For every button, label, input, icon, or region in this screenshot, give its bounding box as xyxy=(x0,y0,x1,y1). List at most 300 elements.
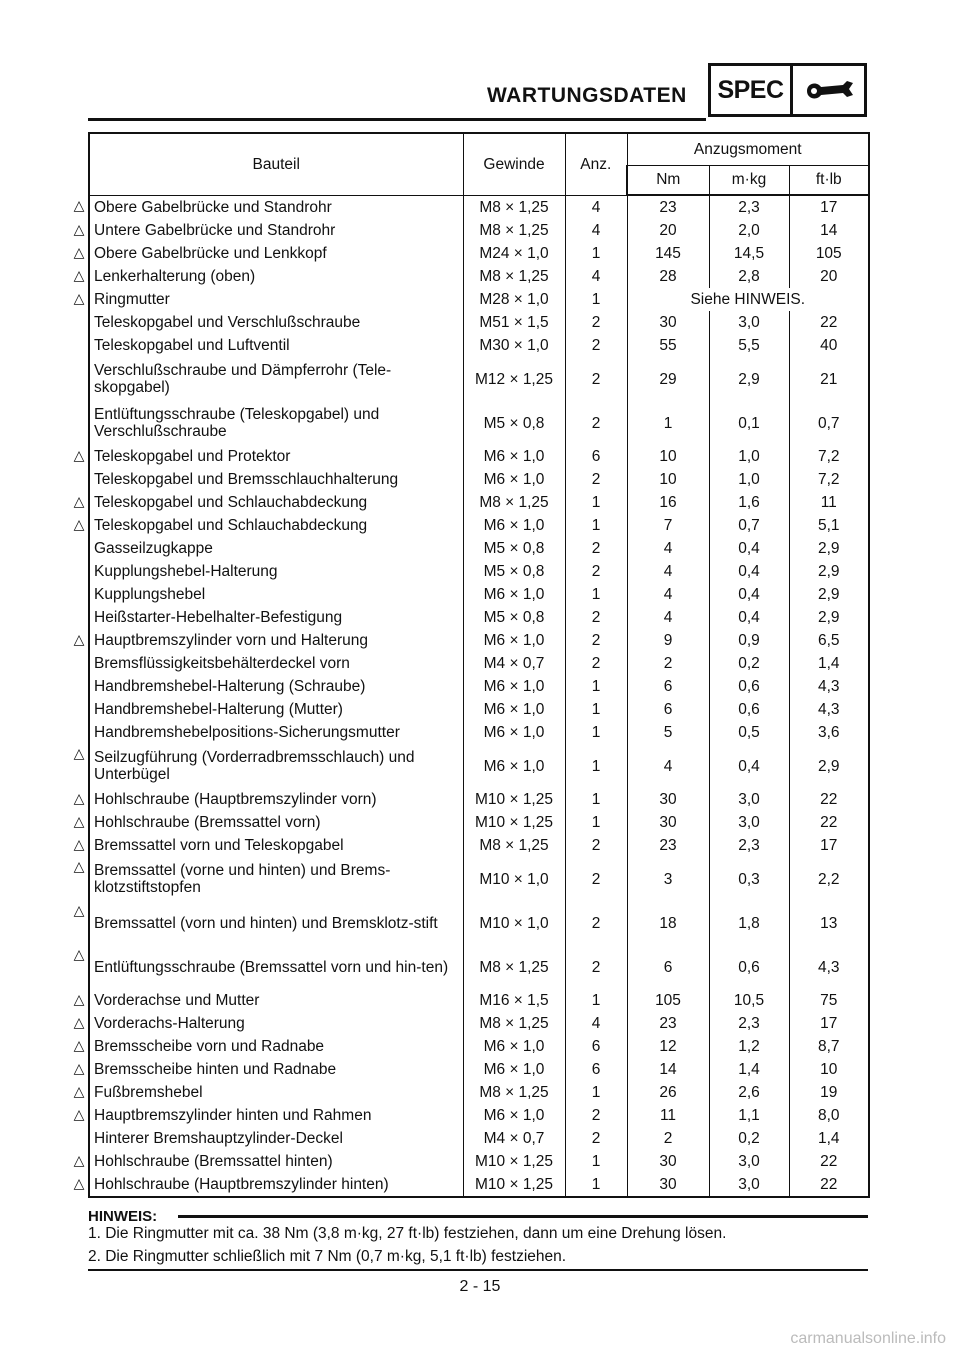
cell-qty: 6 xyxy=(565,1058,627,1081)
cell-ftlb: 22 xyxy=(789,788,869,811)
cell-thread: M28 × 1,0 xyxy=(463,288,565,311)
wrench-icon xyxy=(803,77,855,103)
table-row xyxy=(89,1150,869,1173)
cell-qty: 2 xyxy=(565,901,627,945)
cell-qty: 1 xyxy=(565,1150,627,1173)
cell-nm: 20 xyxy=(627,219,709,242)
table-body xyxy=(89,195,869,1197)
cell-ftlb: 2,9 xyxy=(789,606,869,629)
cell-mkg: 2,3 xyxy=(709,834,789,857)
cell-nm: 10 xyxy=(627,445,709,468)
cell-ftlb: 6,5 xyxy=(789,629,869,652)
cell-ftlb: 8,0 xyxy=(789,1104,869,1127)
triangle-marker-icon: △ xyxy=(73,1083,85,1099)
cell-qty: 2 xyxy=(565,468,627,491)
col-header-torque: Anzugsmoment xyxy=(627,133,869,165)
cell-qty: 2 xyxy=(565,945,627,989)
cell-nm: 11 xyxy=(627,1104,709,1127)
table-row xyxy=(89,834,869,857)
cell-qty: 1 xyxy=(565,1173,627,1197)
cell-thread: M5 × 0,8 xyxy=(463,537,565,560)
cell-thread: M6 × 1,0 xyxy=(463,1104,565,1127)
header-rule xyxy=(88,118,706,121)
triangle-marker-icon: △ xyxy=(73,197,85,213)
col-header-nm: Nm xyxy=(627,165,709,195)
cell-part: Obere Gabelbrücke und Lenkkopf xyxy=(89,242,463,265)
triangle-marker-icon: △ xyxy=(73,745,85,761)
note-item: 1. Die Ringmutter mit ca. 38 Nm (3,8 m·kg, 27 ft·lb) festziehen, dann um eine Drehung lösen. xyxy=(88,1225,727,1242)
cell-ftlb: 7,2 xyxy=(789,468,869,491)
cell-qty: 1 xyxy=(565,989,627,1012)
triangle-marker-icon: △ xyxy=(73,1037,85,1053)
cell-nm: 145 xyxy=(627,242,709,265)
cell-nm: 105 xyxy=(627,989,709,1012)
cell-thread: M30 × 1,0 xyxy=(463,334,565,357)
col-header-thread: Gewinde xyxy=(463,133,565,195)
cell-ftlb: 105 xyxy=(789,242,869,265)
table-row xyxy=(89,857,869,901)
cell-thread: M6 × 1,0 xyxy=(463,698,565,721)
cell-nm: 14 xyxy=(627,1058,709,1081)
cell-part: Verschlußschraube und Dämpferrohr (Tele-skopgabel) xyxy=(89,357,463,401)
triangle-marker-icon: △ xyxy=(73,991,85,1007)
cell-qty: 2 xyxy=(565,334,627,357)
cell-nm: 23 xyxy=(627,834,709,857)
cell-ftlb: 14 xyxy=(789,219,869,242)
cell-ftlb: 8,7 xyxy=(789,1035,869,1058)
table-row xyxy=(89,1127,869,1150)
cell-thread: M8 × 1,25 xyxy=(463,219,565,242)
page-title: WARTUNGSDATEN xyxy=(487,84,687,107)
cell-qty: 2 xyxy=(565,834,627,857)
table-row xyxy=(89,491,869,514)
cell-mkg: 0,6 xyxy=(709,675,789,698)
triangle-marker-icon: △ xyxy=(73,813,85,829)
cell-nm: 4 xyxy=(627,744,709,788)
cell-part: Handbremshebelpositions-Sicherungsmutter xyxy=(89,721,463,744)
table-row xyxy=(89,698,869,721)
cell-qty: 2 xyxy=(565,1104,627,1127)
cell-thread: M10 × 1,0 xyxy=(463,901,565,945)
cell-ftlb: 21 xyxy=(789,357,869,401)
cell-part: Teleskopgabel und Schlauchabdeckung xyxy=(89,491,463,514)
cell-qty: 2 xyxy=(565,857,627,901)
table-row xyxy=(89,219,869,242)
cell-ftlb: 2,9 xyxy=(789,744,869,788)
cell-nm: 4 xyxy=(627,537,709,560)
cell-nm: 23 xyxy=(627,195,709,219)
triangle-marker-icon: △ xyxy=(73,1152,85,1168)
cell-part: Teleskopgabel und Schlauchabdeckung xyxy=(89,514,463,537)
cell-qty: 4 xyxy=(565,219,627,242)
cell-thread: M6 × 1,0 xyxy=(463,1058,565,1081)
col-header-part: Bauteil xyxy=(89,133,463,195)
cell-thread: M8 × 1,25 xyxy=(463,945,565,989)
cell-ftlb: 1,4 xyxy=(789,652,869,675)
cell-qty: 2 xyxy=(565,537,627,560)
cell-nm: 30 xyxy=(627,1150,709,1173)
cell-nm: 5 xyxy=(627,721,709,744)
cell-ftlb: 7,2 xyxy=(789,445,869,468)
triangle-marker-icon: △ xyxy=(73,902,85,918)
triangle-marker-icon: △ xyxy=(73,516,85,532)
cell-qty: 6 xyxy=(565,1035,627,1058)
triangle-marker-icon: △ xyxy=(73,1175,85,1191)
cell-part: Heißstarter-Hebelhalter-Befestigung xyxy=(89,606,463,629)
table-row xyxy=(89,242,869,265)
cell-qty: 1 xyxy=(565,583,627,606)
table-row xyxy=(89,1104,869,1127)
cell-part: Seilzugführung (Vorderradbremsschlauch) und Unterbügel xyxy=(89,744,463,788)
cell-qty: 2 xyxy=(565,311,627,334)
cell-mkg: 0,4 xyxy=(709,583,789,606)
cell-qty: 2 xyxy=(565,357,627,401)
cell-nm: 6 xyxy=(627,945,709,989)
cell-part: Teleskopgabel und Luftventil xyxy=(89,334,463,357)
cell-qty: 2 xyxy=(565,1127,627,1150)
table-row xyxy=(89,629,869,652)
table-row xyxy=(89,537,869,560)
cell-thread: M10 × 1,25 xyxy=(463,1150,565,1173)
cell-thread: M6 × 1,0 xyxy=(463,675,565,698)
cell-part: Hauptbremszylinder vorn und Halterung xyxy=(89,629,463,652)
cell-mkg: 0,2 xyxy=(709,652,789,675)
wrench-icon-box xyxy=(793,63,867,117)
cell-qty: 2 xyxy=(565,629,627,652)
cell-ftlb: 75 xyxy=(789,989,869,1012)
table-row xyxy=(89,401,869,445)
cell-mkg: 0,4 xyxy=(709,560,789,583)
cell-mkg: 3,0 xyxy=(709,788,789,811)
triangle-marker-icon: △ xyxy=(73,1014,85,1030)
table-row xyxy=(89,265,869,288)
cell-thread: M8 × 1,25 xyxy=(463,1081,565,1104)
cell-part: Bremsflüssigkeitsbehälterdeckel vorn xyxy=(89,652,463,675)
table-row xyxy=(89,989,869,1012)
cell-part: Entlüftungsschraube (Teleskopgabel) und Verschlußschraube xyxy=(89,401,463,445)
cell-mkg: 3,0 xyxy=(709,311,789,334)
cell-qty: 1 xyxy=(565,514,627,537)
cell-thread: M8 × 1,25 xyxy=(463,265,565,288)
table-row xyxy=(89,811,869,834)
cell-mkg: 3,0 xyxy=(709,811,789,834)
cell-thread: M16 × 1,5 xyxy=(463,989,565,1012)
table-row xyxy=(89,606,869,629)
cell-mkg: 2,3 xyxy=(709,195,789,219)
cell-mkg: 0,2 xyxy=(709,1127,789,1150)
table-row xyxy=(89,445,869,468)
cell-thread: M24 × 1,0 xyxy=(463,242,565,265)
cell-nm: 7 xyxy=(627,514,709,537)
cell-thread: M5 × 0,8 xyxy=(463,401,565,445)
cell-mkg: 1,2 xyxy=(709,1035,789,1058)
cell-mkg: 0,6 xyxy=(709,945,789,989)
cell-part: Entlüftungsschraube (Bremssattel vorn und hin-ten) xyxy=(89,945,463,989)
cell-nm: 30 xyxy=(627,1173,709,1197)
cell-qty: 4 xyxy=(565,265,627,288)
cell-nm: 30 xyxy=(627,788,709,811)
cell-part: Vorderachs-Halterung xyxy=(89,1012,463,1035)
cell-qty: 2 xyxy=(565,560,627,583)
col-header-ftlb: ft·lb xyxy=(789,165,869,195)
cell-mkg: 2,6 xyxy=(709,1081,789,1104)
cell-nm: 9 xyxy=(627,629,709,652)
cell-part: Handbremshebel-Halterung (Mutter) xyxy=(89,698,463,721)
triangle-marker-icon: △ xyxy=(73,836,85,852)
col-header-qty: Anz. xyxy=(565,133,627,195)
table-row xyxy=(89,652,869,675)
table-row xyxy=(89,788,869,811)
cell-part: Fußbremshebel xyxy=(89,1081,463,1104)
cell-mkg: 5,5 xyxy=(709,334,789,357)
cell-ftlb: 2,9 xyxy=(789,560,869,583)
cell-thread: M12 × 1,25 xyxy=(463,357,565,401)
cell-part: Bremssattel (vorne und hinten) und Brems-klotzstiftstopfen xyxy=(89,857,463,901)
table-row xyxy=(89,334,869,357)
cell-thread: M6 × 1,0 xyxy=(463,445,565,468)
cell-qty: 2 xyxy=(565,401,627,445)
cell-mkg: 1,4 xyxy=(709,1058,789,1081)
cell-note: Siehe HINWEIS. xyxy=(627,288,869,311)
cell-part: Teleskopgabel und Protektor xyxy=(89,445,463,468)
table-row xyxy=(89,675,869,698)
table-row xyxy=(89,514,869,537)
cell-ftlb: 2,9 xyxy=(789,583,869,606)
cell-nm: 6 xyxy=(627,675,709,698)
cell-mkg: 1,0 xyxy=(709,445,789,468)
cell-part: Hohlschraube (Bremssattel hinten) xyxy=(89,1150,463,1173)
cell-mkg: 0,4 xyxy=(709,744,789,788)
triangle-marker-icon: △ xyxy=(73,244,85,260)
cell-ftlb: 1,4 xyxy=(789,1127,869,1150)
cell-part: Untere Gabelbrücke und Standrohr xyxy=(89,219,463,242)
cell-thread: M6 × 1,0 xyxy=(463,629,565,652)
cell-thread: M6 × 1,0 xyxy=(463,514,565,537)
cell-mkg: 3,0 xyxy=(709,1173,789,1197)
table-row xyxy=(89,1081,869,1104)
cell-mkg: 0,5 xyxy=(709,721,789,744)
cell-ftlb: 22 xyxy=(789,1150,869,1173)
cell-thread: M10 × 1,25 xyxy=(463,1173,565,1197)
cell-part: Bremssattel vorn und Teleskopgabel xyxy=(89,834,463,857)
cell-qty: 1 xyxy=(565,491,627,514)
cell-nm: 4 xyxy=(627,606,709,629)
cell-nm: 2 xyxy=(627,1127,709,1150)
cell-nm: 6 xyxy=(627,698,709,721)
triangle-marker-icon: △ xyxy=(73,1060,85,1076)
cell-nm: 4 xyxy=(627,583,709,606)
cell-ftlb: 4,3 xyxy=(789,675,869,698)
cell-nm: 18 xyxy=(627,901,709,945)
cell-mkg: 0,6 xyxy=(709,698,789,721)
cell-ftlb: 20 xyxy=(789,265,869,288)
table-row xyxy=(89,945,869,989)
table-row xyxy=(89,1058,869,1081)
cell-mkg: 1,0 xyxy=(709,468,789,491)
cell-ftlb: 22 xyxy=(789,811,869,834)
cell-nm: 26 xyxy=(627,1081,709,1104)
table-row xyxy=(89,1035,869,1058)
table-row xyxy=(89,468,869,491)
cell-qty: 1 xyxy=(565,721,627,744)
col-header-mkg: m·kg xyxy=(709,165,789,195)
table-row xyxy=(89,1012,869,1035)
cell-ftlb: 22 xyxy=(789,1173,869,1197)
footer-rule xyxy=(88,1269,868,1271)
cell-qty: 1 xyxy=(565,1081,627,1104)
cell-ftlb: 13 xyxy=(789,901,869,945)
cell-part: Bremsscheibe hinten und Radnabe xyxy=(89,1058,463,1081)
table-row xyxy=(89,901,869,945)
cell-ftlb: 19 xyxy=(789,1081,869,1104)
cell-ftlb: 4,3 xyxy=(789,945,869,989)
cell-ftlb: 5,1 xyxy=(789,514,869,537)
cell-thread: M6 × 1,0 xyxy=(463,468,565,491)
cell-part: Teleskopgabel und Verschlußschraube xyxy=(89,311,463,334)
cell-part: Ringmutter xyxy=(89,288,463,311)
cell-mkg: 0,9 xyxy=(709,629,789,652)
cell-ftlb: 17 xyxy=(789,195,869,219)
cell-part: Hinterer Bremshauptzylinder-Deckel xyxy=(89,1127,463,1150)
triangle-marker-icon: △ xyxy=(73,221,85,237)
cell-thread: M4 × 0,7 xyxy=(463,652,565,675)
cell-qty: 1 xyxy=(565,698,627,721)
cell-qty: 1 xyxy=(565,744,627,788)
cell-part: Bremsscheibe vorn und Radnabe xyxy=(89,1035,463,1058)
cell-ftlb: 0,7 xyxy=(789,401,869,445)
triangle-marker-icon: △ xyxy=(73,493,85,509)
cell-ftlb: 40 xyxy=(789,334,869,357)
table-row xyxy=(89,1173,869,1197)
cell-mkg: 3,0 xyxy=(709,1150,789,1173)
notes-label: HINWEIS: xyxy=(88,1208,158,1225)
cell-mkg: 14,5 xyxy=(709,242,789,265)
watermark: carmanualsonline.info xyxy=(790,1330,946,1347)
cell-nm: 23 xyxy=(627,1012,709,1035)
triangle-marker-icon: △ xyxy=(73,858,85,874)
cell-ftlb: 2,9 xyxy=(789,537,869,560)
table-row xyxy=(89,721,869,744)
cell-thread: M51 × 1,5 xyxy=(463,311,565,334)
cell-thread: M8 × 1,25 xyxy=(463,195,565,219)
cell-mkg: 0,4 xyxy=(709,537,789,560)
cell-ftlb: 3,6 xyxy=(789,721,869,744)
cell-ftlb: 4,3 xyxy=(789,698,869,721)
cell-mkg: 2,9 xyxy=(709,357,789,401)
cell-thread: M6 × 1,0 xyxy=(463,1035,565,1058)
cell-qty: 1 xyxy=(565,242,627,265)
cell-mkg: 0,4 xyxy=(709,606,789,629)
notes-rule xyxy=(178,1215,868,1218)
cell-qty: 4 xyxy=(565,195,627,219)
triangle-marker-icon: △ xyxy=(73,447,85,463)
table-row xyxy=(89,311,869,334)
cell-nm: 29 xyxy=(627,357,709,401)
triangle-marker-icon: △ xyxy=(73,290,85,306)
cell-qty: 2 xyxy=(565,652,627,675)
table-row xyxy=(89,357,869,401)
cell-mkg: 1,6 xyxy=(709,491,789,514)
table-row xyxy=(89,288,869,311)
cell-qty: 4 xyxy=(565,1012,627,1035)
cell-part: Kupplungshebel xyxy=(89,583,463,606)
note-item: 2. Die Ringmutter schließlich mit 7 Nm (0,7 m·kg, 5,1 ft·lb) festziehen. xyxy=(88,1248,567,1265)
cell-ftlb: 17 xyxy=(789,834,869,857)
cell-thread: M10 × 1,25 xyxy=(463,788,565,811)
cell-qty: 1 xyxy=(565,288,627,311)
spec-badge: SPEC xyxy=(708,63,793,117)
cell-qty: 1 xyxy=(565,788,627,811)
cell-thread: M4 × 0,7 xyxy=(463,1127,565,1150)
page-number: 2 - 15 xyxy=(459,1278,501,1295)
cell-thread: M6 × 1,0 xyxy=(463,583,565,606)
cell-part: Hohlschraube (Bremssattel vorn) xyxy=(89,811,463,834)
cell-mkg: 0,7 xyxy=(709,514,789,537)
cell-thread: M5 × 0,8 xyxy=(463,560,565,583)
cell-ftlb: 17 xyxy=(789,1012,869,1035)
cell-ftlb: 2,2 xyxy=(789,857,869,901)
cell-mkg: 1,1 xyxy=(709,1104,789,1127)
cell-mkg: 2,3 xyxy=(709,1012,789,1035)
cell-thread: M6 × 1,0 xyxy=(463,721,565,744)
cell-part: Gasseilzugkappe xyxy=(89,537,463,560)
cell-nm: 28 xyxy=(627,265,709,288)
table-row xyxy=(89,560,869,583)
cell-thread: M10 × 1,25 xyxy=(463,811,565,834)
cell-qty: 1 xyxy=(565,811,627,834)
cell-part: Bremssattel (vorn und hinten) und Bremsklotz-stift xyxy=(89,901,463,945)
cell-thread: M6 × 1,0 xyxy=(463,744,565,788)
triangle-marker-icon: △ xyxy=(73,267,85,283)
cell-nm: 55 xyxy=(627,334,709,357)
table-row xyxy=(89,195,869,219)
triangle-marker-icon: △ xyxy=(73,1106,85,1122)
cell-mkg: 2,0 xyxy=(709,219,789,242)
cell-qty: 6 xyxy=(565,445,627,468)
cell-mkg: 0,3 xyxy=(709,857,789,901)
triangle-marker-icon: △ xyxy=(73,946,85,962)
cell-part: Vorderachse und Mutter xyxy=(89,989,463,1012)
triangle-marker-icon: △ xyxy=(73,631,85,647)
cell-thread: M8 × 1,25 xyxy=(463,1012,565,1035)
cell-nm: 12 xyxy=(627,1035,709,1058)
cell-part: Obere Gabelbrücke und Standrohr xyxy=(89,195,463,219)
cell-part: Lenkerhalterung (oben) xyxy=(89,265,463,288)
cell-part: Kupplungshebel-Halterung xyxy=(89,560,463,583)
table-row xyxy=(89,744,869,788)
triangle-marker-icon: △ xyxy=(73,790,85,806)
cell-thread: M8 × 1,25 xyxy=(463,834,565,857)
cell-nm: 4 xyxy=(627,560,709,583)
cell-part: Hohlschraube (Hauptbremszylinder vorn) xyxy=(89,788,463,811)
cell-mkg: 0,1 xyxy=(709,401,789,445)
cell-nm: 16 xyxy=(627,491,709,514)
cell-part: Teleskopgabel und Bremsschlauchhalterung xyxy=(89,468,463,491)
cell-part: Hauptbremszylinder hinten und Rahmen xyxy=(89,1104,463,1127)
cell-qty: 1 xyxy=(565,675,627,698)
torque-table xyxy=(88,132,870,1198)
cell-qty: 2 xyxy=(565,606,627,629)
cell-part: Handbremshebel-Halterung (Schraube) xyxy=(89,675,463,698)
cell-mkg: 1,8 xyxy=(709,901,789,945)
cell-ftlb: 10 xyxy=(789,1058,869,1081)
table-row xyxy=(89,583,869,606)
cell-thread: M8 × 1,25 xyxy=(463,491,565,514)
cell-mkg: 10,5 xyxy=(709,989,789,1012)
cell-nm: 2 xyxy=(627,652,709,675)
cell-nm: 30 xyxy=(627,811,709,834)
cell-nm: 1 xyxy=(627,401,709,445)
